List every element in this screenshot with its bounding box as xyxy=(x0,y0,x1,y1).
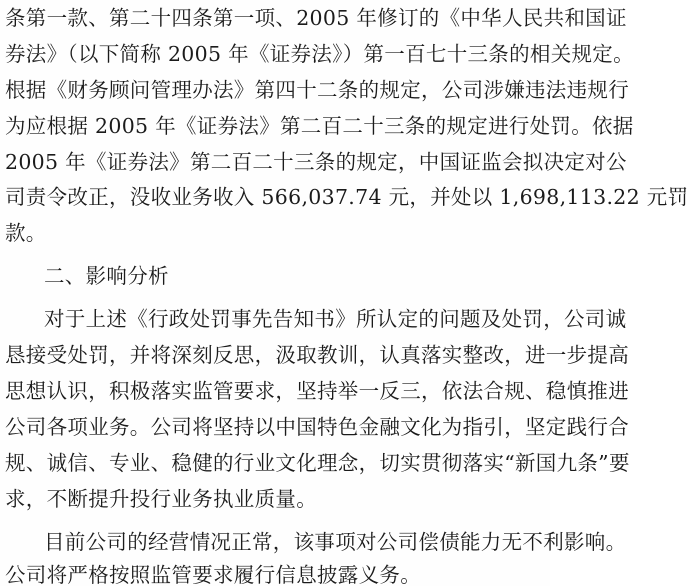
paragraph-line: 思想认识，积极落实监管要求，坚持举一反三，依法合规、稳慎推进 xyxy=(5,379,629,403)
paragraph-line: 恳接受处罚，并将深刻反思，汲取教训，认真落实整改，进一步提高 xyxy=(5,343,629,367)
paragraph-line: 根据《财务顾问管理办法》第四十二条的规定，公司涉嫌违法违规行 xyxy=(5,78,629,102)
paragraph-line: 对于上述《行政处罚事先告知书》所认定的问题及处罚，公司诚 xyxy=(44,307,627,331)
paragraph-line: 目前公司的经营情况正常，该事项对公司偿债能力无不利影响。 xyxy=(44,530,627,554)
paragraph-line: 券法》（以下简称 2005 年《证券法》）第一百七十三条的相关规定。 xyxy=(5,42,634,66)
paragraph-line: 条第一款、第二十四条第一项、2005 年修订的《中华人民共和国证 xyxy=(5,6,627,30)
section-heading: 二、影响分析 xyxy=(44,264,169,288)
paragraph-line: 2005 年《证券法》第二百二十三条的规定，中国证监会拟决定对公 xyxy=(5,150,627,174)
paragraph-line: 公司各项业务。公司将坚持以中国特色金融文化为指引，坚定践行合 xyxy=(5,415,629,439)
paragraph-line: 司责令改正，没收业务收入 566,037.74 元，并处以 1,698,113.22 元罚 xyxy=(5,185,688,209)
paragraph-line: 为应根据 2005 年《证券法》第二百二十三条的规定进行处罚。依据 xyxy=(5,114,634,138)
paragraph-line: 求，不断提升投行业务执业质量。 xyxy=(5,487,317,511)
paragraph-line: 公司将严格按照监管要求履行信息披露义务。 xyxy=(5,563,421,587)
paragraph-line: 款。 xyxy=(5,221,47,245)
paragraph-line: 规、诚信、专业、稳健的行业文化理念，切实贯彻落实“新国九条”要 xyxy=(5,451,630,475)
